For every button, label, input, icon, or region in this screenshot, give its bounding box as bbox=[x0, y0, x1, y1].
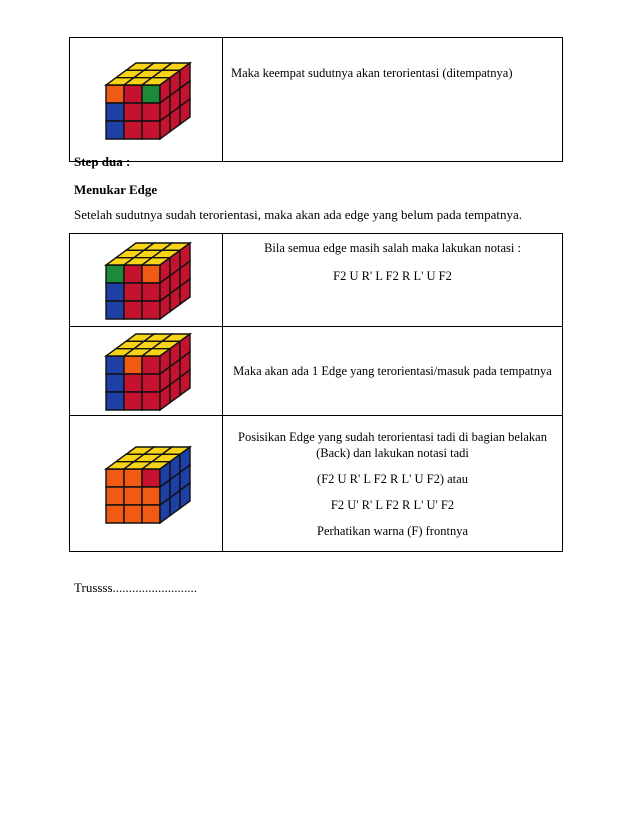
intro-paragraph: Setelah sudutnya sudah terorientasi, maka akan ada edge yang belum pada tempatnya. bbox=[74, 207, 522, 222]
cube-illustration-3 bbox=[100, 328, 192, 414]
instruction-text bbox=[223, 327, 563, 416]
instruction-text bbox=[223, 38, 563, 162]
edge-steps-table bbox=[69, 233, 563, 552]
cube-table-top bbox=[69, 37, 563, 162]
cube-image-cell bbox=[70, 234, 223, 327]
instruction-text bbox=[223, 416, 563, 552]
instruction-line: Bila semua edge masih salah maka lakukan notasi : bbox=[264, 241, 521, 255]
section-heading: Menukar Edge bbox=[74, 182, 158, 197]
table-row bbox=[70, 234, 563, 327]
cube-image-cell bbox=[70, 327, 223, 416]
footer-text: Trussss.......................... bbox=[74, 580, 198, 595]
notation-line: F2 U' R' L F2 R L' U' F2 bbox=[330, 497, 455, 512]
table-row bbox=[70, 38, 563, 162]
instruction-line: Maka keempat sudutnya akan terorientasi (ditempatnya) bbox=[231, 66, 513, 80]
step-heading: Step dua : bbox=[74, 154, 131, 169]
cube-image-cell bbox=[70, 38, 223, 162]
cube-illustration-2 bbox=[100, 237, 192, 323]
cube-image-cell bbox=[70, 416, 223, 552]
notation-line: (F2 U R' L F2 R L' U F2) atau bbox=[317, 471, 468, 486]
cube-illustration-4 bbox=[100, 441, 192, 527]
instruction-text bbox=[223, 234, 563, 327]
cube-illustration-1 bbox=[100, 57, 192, 143]
note-line: Perhatikan warna (F) frontnya bbox=[317, 523, 468, 538]
notation-line: F2 U R' L F2 R L' U F2 bbox=[333, 269, 452, 283]
instruction-line: Posisikan Edge yang sudah terorientasi tadi di bagian belakan (Back) dan lakukan notasi tadi bbox=[238, 429, 547, 460]
table-row bbox=[70, 327, 563, 416]
instruction-line: Maka akan ada 1 Edge yang terorientasi/masuk pada tempatnya bbox=[233, 364, 552, 378]
table-row bbox=[70, 416, 563, 552]
